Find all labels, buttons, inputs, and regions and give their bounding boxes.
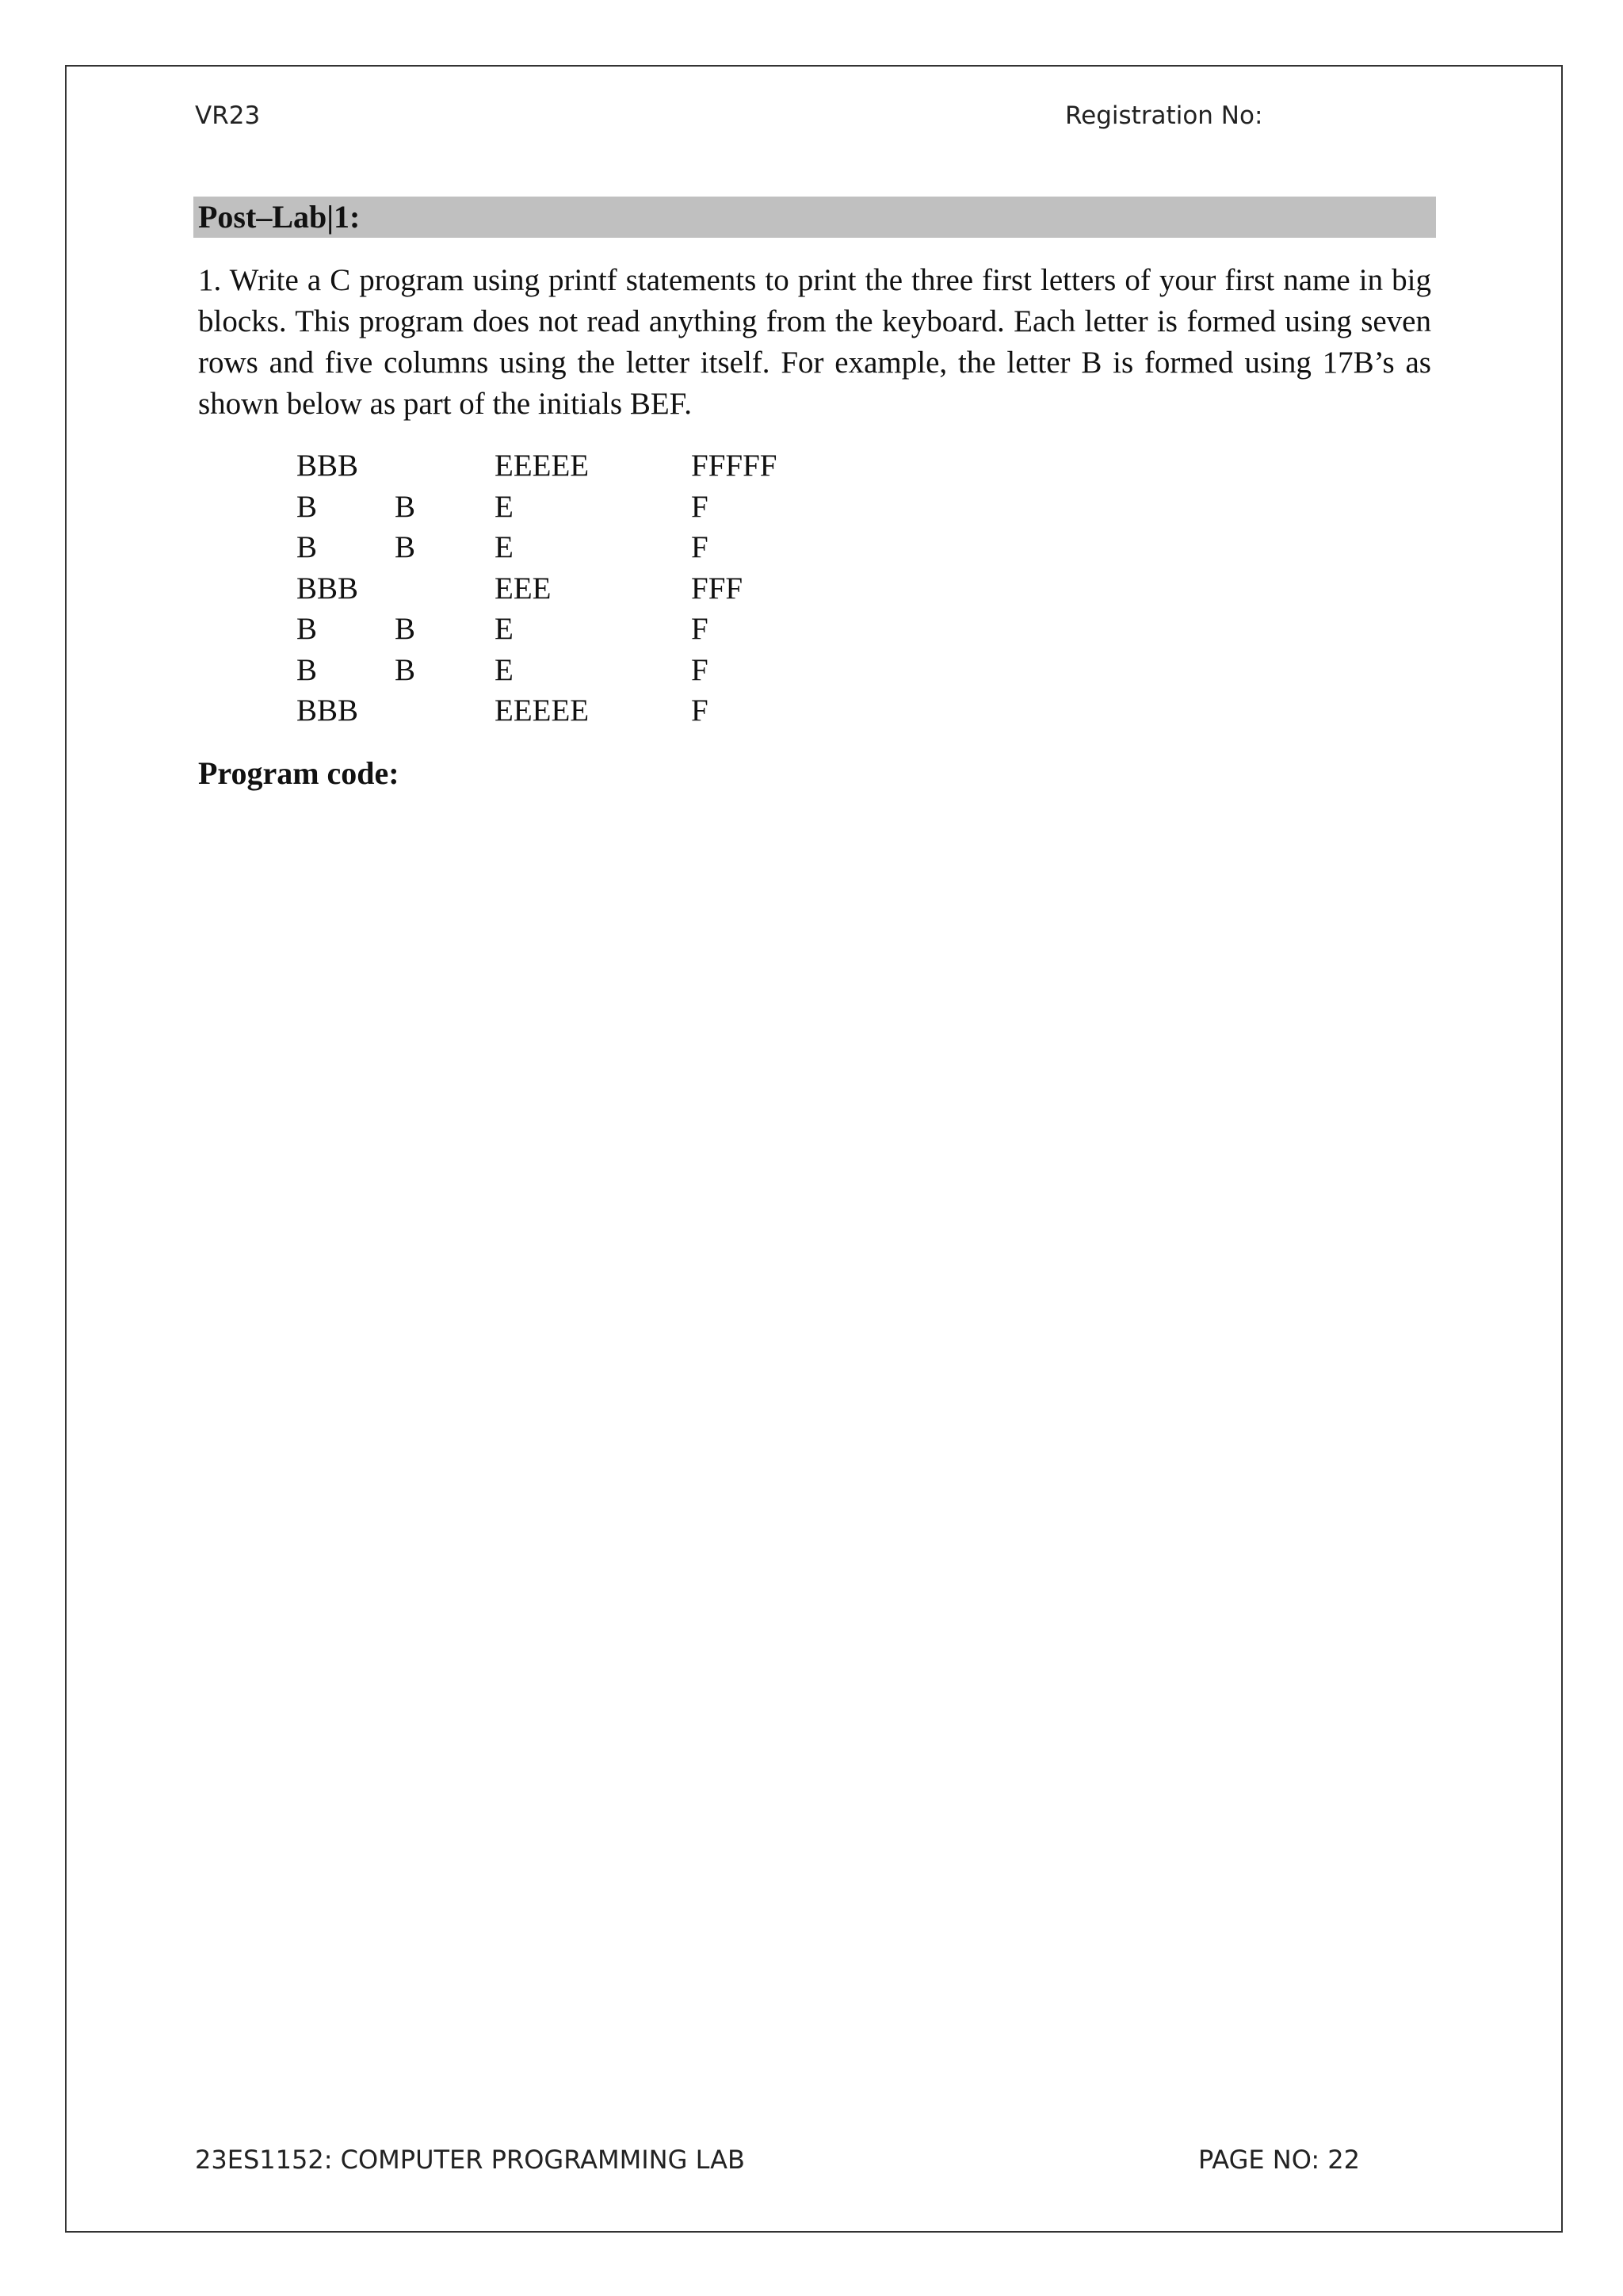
letter-f: F — [691, 652, 708, 687]
letter-e: E — [495, 652, 514, 687]
letter-b-left: B — [296, 652, 318, 687]
page-number: PAGE NO: 22 — [1198, 2145, 1360, 2175]
letter-f: FFF — [691, 571, 743, 606]
registration-label: Registration No: — [1065, 101, 1263, 130]
question-text: 1. Write a C program using printf statements to print the three first letters of your first name in big blocks. This program does not read anything from the keyboard. Each letter is formed using seven rows and five columns using the letter itself. For example, the letter B is formed using 17B’s as shown below as part of the initials BEF. — [198, 263, 1431, 421]
letter-e: E — [495, 530, 514, 564]
letter-b-left: B — [296, 612, 318, 646]
header-code: VR23 — [195, 101, 261, 130]
letter-e: E — [495, 612, 514, 646]
letter-e: EEEEE — [495, 449, 590, 483]
letter-b-left: BBB — [296, 449, 359, 483]
letter-e: EEEEE — [495, 693, 590, 728]
letter-b-right: B — [395, 489, 416, 524]
letter-b-right: B — [395, 612, 416, 646]
letter-b-left: B — [296, 489, 318, 524]
letter-b-left: BBB — [296, 571, 359, 606]
letter-f: F — [691, 489, 708, 524]
letter-f: F — [691, 693, 708, 728]
letter-f: F — [691, 612, 708, 646]
letter-b-right: B — [395, 652, 416, 687]
letter-f: F — [691, 530, 708, 564]
letter-b-right: B — [395, 530, 416, 564]
letter-f: FFFFF — [691, 449, 777, 483]
section-title-bar — [193, 197, 1436, 238]
letter-b-left: BBB — [296, 693, 359, 728]
section-title: Post–Lab|1: — [198, 199, 361, 235]
letter-e: E — [495, 489, 514, 524]
letter-b-left: B — [296, 530, 318, 564]
letter-e: EEE — [495, 571, 552, 606]
program-code-heading: Program code: — [198, 755, 399, 791]
footer-course: 23ES1152: COMPUTER PROGRAMMING LAB — [195, 2145, 745, 2175]
